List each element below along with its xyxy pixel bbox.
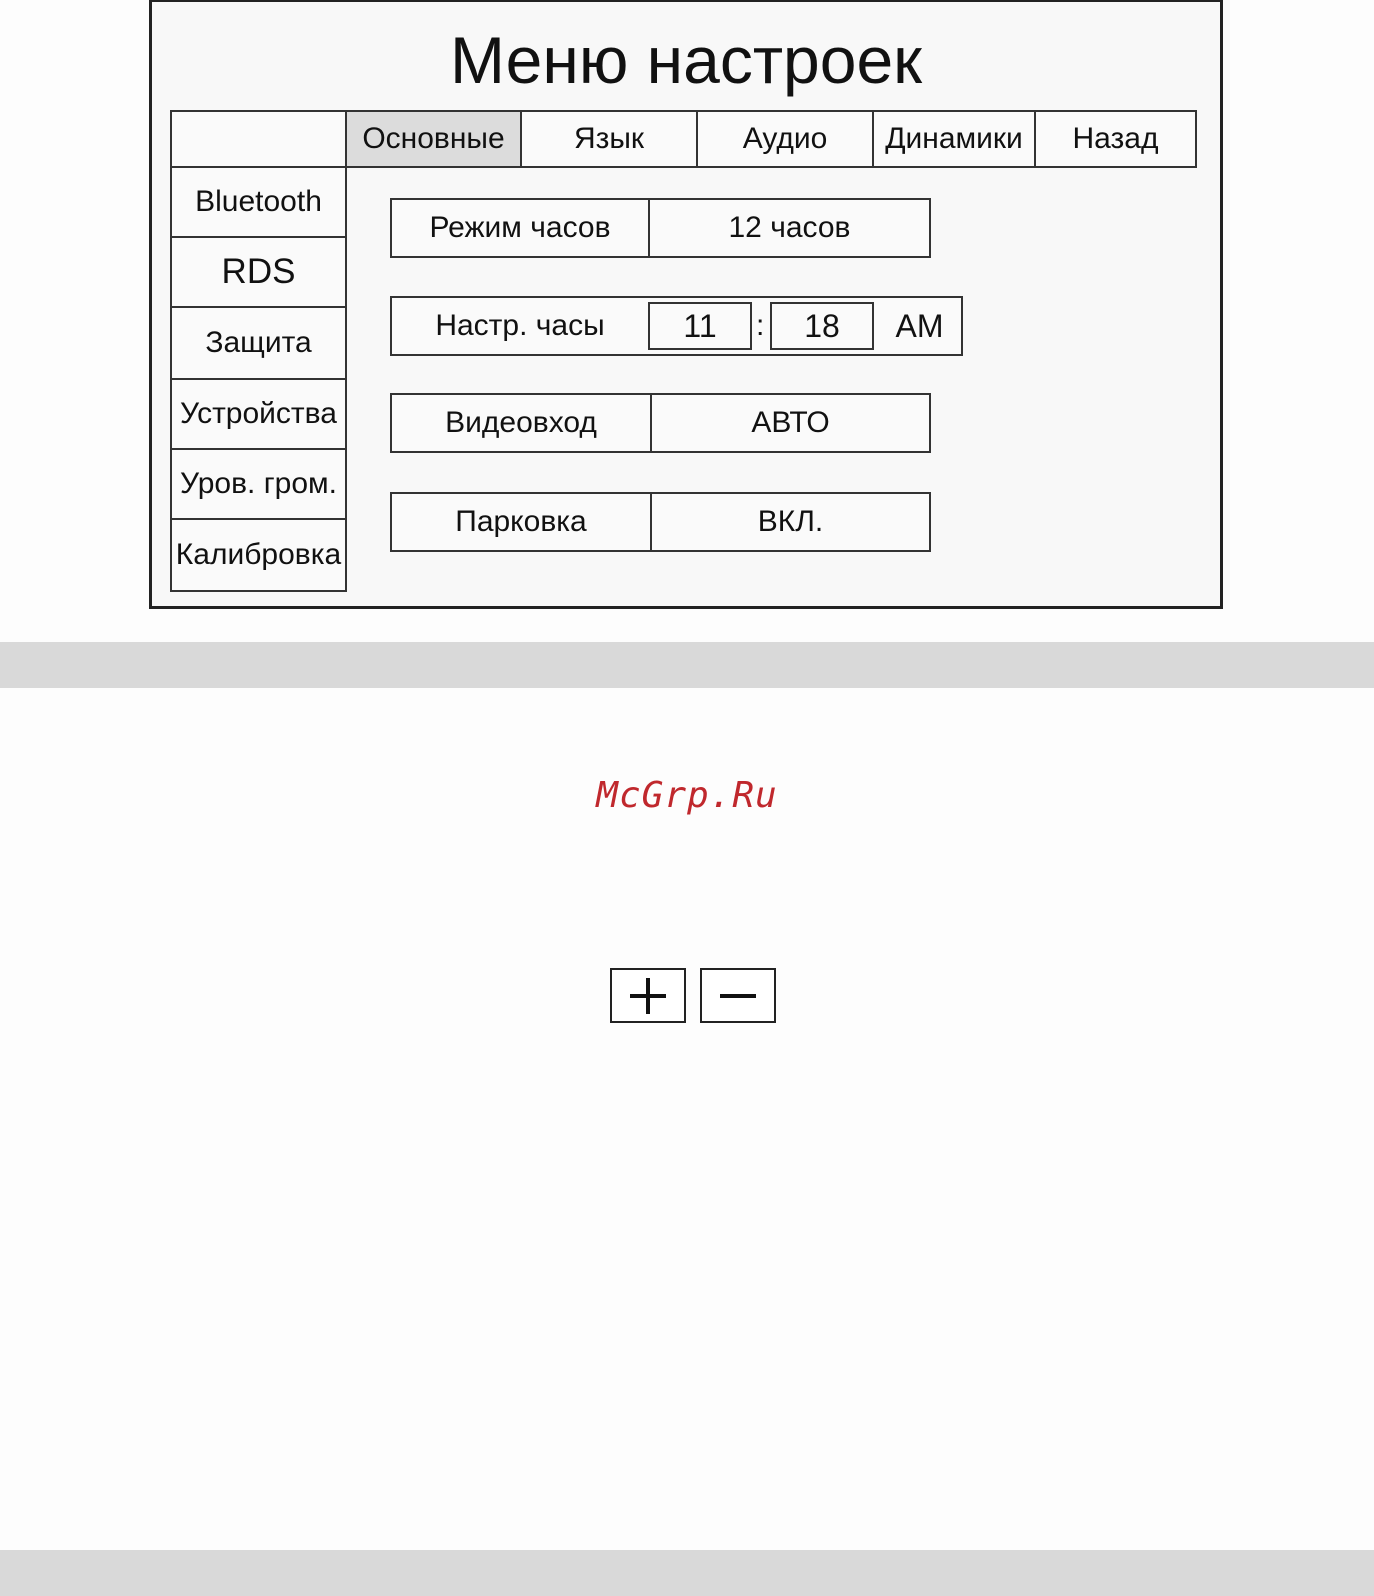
parking-label: Парковка xyxy=(455,505,587,538)
setting-clock-mode xyxy=(390,198,931,258)
sidebar-item-label: RDS xyxy=(221,252,296,291)
time-separator: : xyxy=(756,309,765,342)
sidebar-item-label: Калибровка xyxy=(175,538,342,571)
sidebar-item-calibration[interactable] xyxy=(170,518,347,592)
setting-parking xyxy=(390,492,931,552)
tab-label: Динамики xyxy=(885,122,1023,155)
corner-cell xyxy=(170,110,347,168)
tab-label: Язык xyxy=(573,122,645,155)
setting-video-input xyxy=(390,393,931,453)
sidebar-item-protection[interactable] xyxy=(170,306,347,380)
tab-label: Основные xyxy=(362,122,505,155)
tab-main[interactable] xyxy=(345,110,522,168)
setting-set-clock xyxy=(390,296,963,356)
minus-button[interactable] xyxy=(700,968,776,1023)
sidebar-item-label: Защита xyxy=(205,326,312,359)
clock-mode-value[interactable]: 12 часов xyxy=(648,200,929,256)
tab-speakers[interactable] xyxy=(872,110,1036,168)
tab-label: Назад xyxy=(1072,122,1159,155)
top-band xyxy=(0,642,1374,688)
tab-back[interactable] xyxy=(1034,110,1197,168)
minus-icon xyxy=(708,973,768,1019)
set-clock-label: Настр. часы xyxy=(435,309,605,342)
settings-menu-screen xyxy=(149,0,1223,609)
tab-language[interactable] xyxy=(520,110,698,168)
plus-icon xyxy=(618,973,678,1019)
clock-mode-label: Режим часов xyxy=(429,211,611,244)
minutes-input[interactable]: 18 xyxy=(770,302,874,350)
sidebar-item-rds[interactable] xyxy=(170,236,347,308)
sidebar-item-label: Устройства xyxy=(180,397,337,430)
video-input-label: Видеовход xyxy=(445,406,597,439)
sidebar-item-devices[interactable] xyxy=(170,378,347,450)
sidebar-item-volume-levels[interactable] xyxy=(170,448,347,520)
hours-input[interactable]: 11 xyxy=(648,302,752,350)
parking-value[interactable]: ВКЛ. xyxy=(650,494,929,550)
sidebar-item-bluetooth[interactable] xyxy=(170,166,347,238)
sidebar-item-label: Уров. гром. xyxy=(180,467,337,500)
sidebar-item-label: Bluetooth xyxy=(195,185,322,218)
watermark-text: McGrp.Ru xyxy=(596,775,778,816)
tab-audio[interactable] xyxy=(696,110,874,168)
plus-button[interactable] xyxy=(610,968,686,1023)
bottom-band xyxy=(0,1550,1374,1596)
am-pm-toggle[interactable]: AM xyxy=(895,307,944,344)
video-input-value[interactable]: АВТО xyxy=(650,395,929,451)
tab-label: Аудио xyxy=(742,122,828,155)
page-title: Меню настроек xyxy=(449,23,923,97)
